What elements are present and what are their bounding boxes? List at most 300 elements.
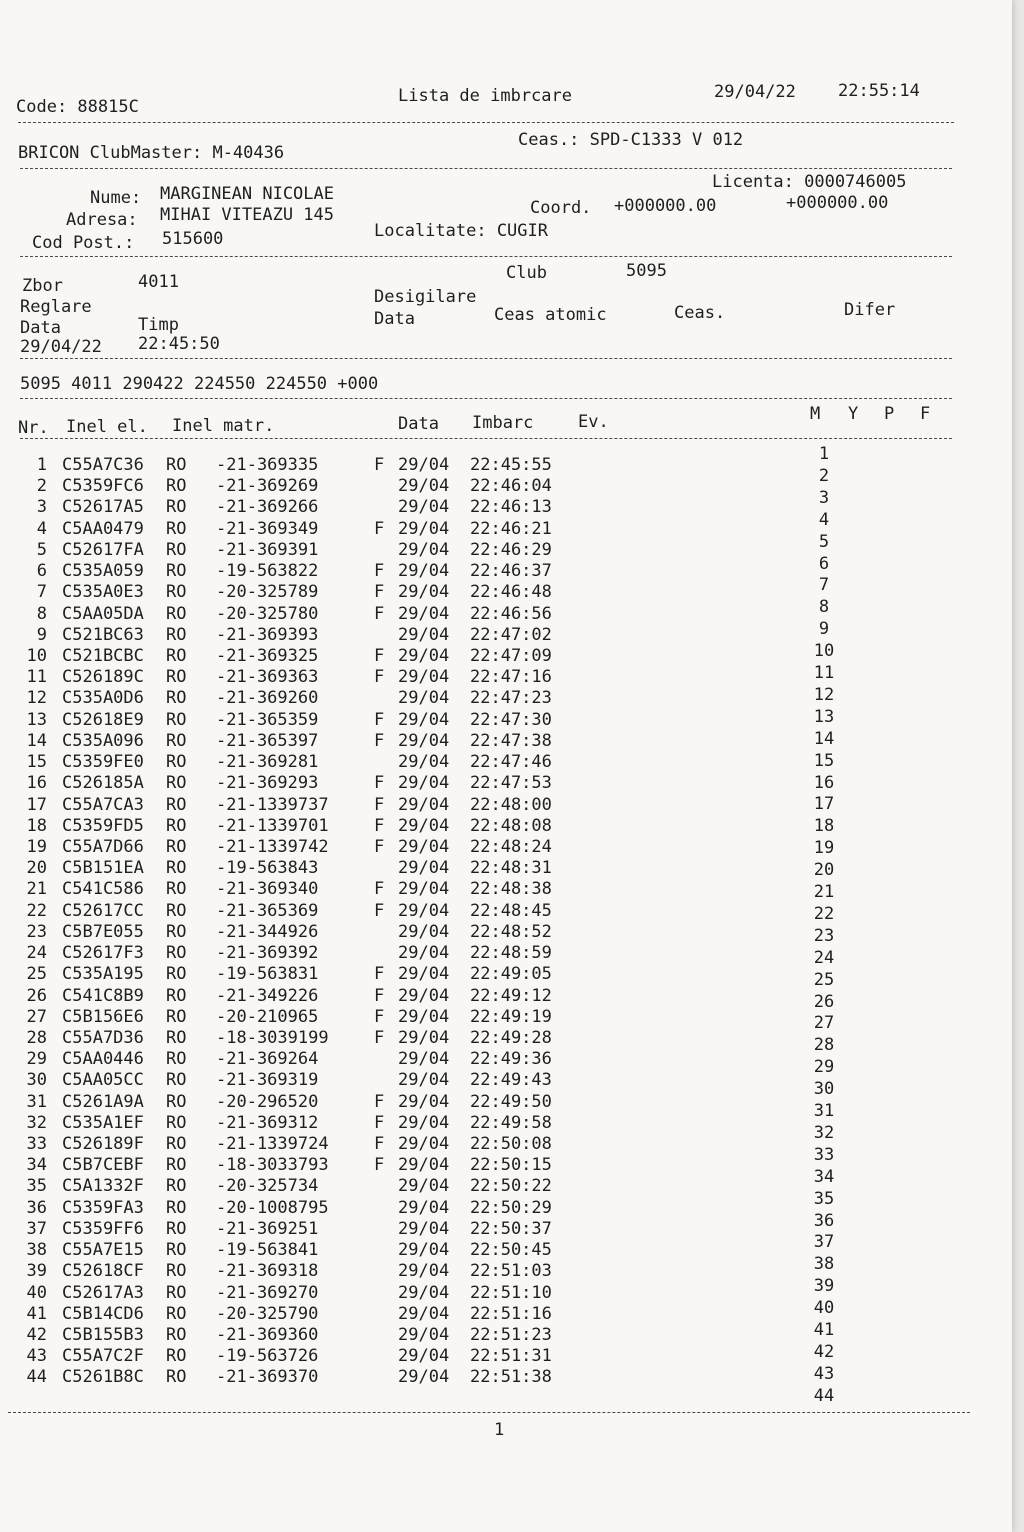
ring-country: RO: [166, 858, 187, 879]
position-m: 28: [813, 1035, 835, 1056]
ring-electronic: C5B7E055: [62, 921, 144, 942]
ring-country: RO: [166, 709, 187, 730]
basketing-time: 22:50:15: [470, 1155, 552, 1176]
ring-number: -21-369335: [216, 455, 319, 475]
position-m: 38: [813, 1254, 835, 1275]
arrival-date: 29/04: [398, 709, 450, 730]
basketing-time: 22:47:16: [470, 667, 552, 688]
setting-label: Reglare: [20, 297, 92, 317]
table-row: [0, 1283, 1012, 1304]
row-number: 36: [26, 1197, 47, 1218]
basketing-time: 22:46:29: [470, 539, 552, 560]
position-m: 23: [813, 925, 835, 946]
row-number: 23: [26, 921, 47, 942]
basketing-time: 22:48:24: [470, 836, 552, 857]
ring-number: -21-369391: [216, 539, 319, 560]
arrival-date: 29/04: [398, 815, 450, 836]
ring-country: RO: [166, 1346, 187, 1367]
basketing-time: 22:46:48: [470, 582, 552, 603]
table-row: [0, 943, 1012, 964]
position-m: 3: [818, 487, 830, 508]
event-flag: F: [374, 455, 385, 475]
ring-number: -20-325780: [216, 603, 319, 624]
table-row: [0, 1070, 1012, 1091]
basketing-time: 22:50:22: [470, 1176, 552, 1197]
ring-country: RO: [166, 1112, 187, 1133]
basketing-time: 22:49:43: [470, 1070, 552, 1091]
arrival-date: 29/04: [398, 1070, 450, 1091]
event-flag: F: [374, 709, 385, 730]
row-number: 9: [36, 624, 47, 645]
ring-country: RO: [166, 1325, 187, 1346]
basketing-time: 22:50:29: [470, 1197, 552, 1218]
row-number: 42: [26, 1325, 47, 1346]
row-number: 11: [26, 667, 47, 688]
basketing-time: 22:46:37: [470, 561, 552, 582]
ring-electronic: C55A7CA3: [62, 794, 144, 815]
row-number: 30: [26, 1070, 47, 1091]
print-date: 29/04/22: [714, 82, 796, 102]
ring-country: RO: [166, 1070, 187, 1091]
position-m: 5: [818, 531, 830, 552]
ring-number: -21-369370: [216, 1367, 319, 1388]
ring-number: -20-1008795: [216, 1197, 329, 1218]
summary-line: 5095 4011 290422 224550 224550 +000: [20, 374, 379, 394]
coord-value-2: +000000.00: [786, 193, 889, 213]
event-flag: F: [374, 667, 385, 688]
table-row: [0, 540, 1012, 561]
ring-electronic: C5359FC6: [62, 476, 144, 497]
row-number: 20: [26, 858, 47, 879]
table-row: [0, 1092, 1012, 1113]
row-number: 33: [26, 1134, 47, 1155]
ring-country: RO: [166, 985, 187, 1006]
position-m: 32: [813, 1122, 835, 1143]
table-row: [0, 837, 1012, 858]
row-number: 31: [26, 1091, 47, 1112]
ring-electronic: C535A0D6: [62, 688, 144, 709]
arrival-date: 29/04: [398, 1112, 450, 1133]
ring-number: -21-369340: [216, 879, 319, 900]
basketing-time: 22:51:38: [470, 1367, 552, 1388]
event-flag: F: [374, 730, 385, 751]
ring-number: -21-369360: [216, 1325, 319, 1346]
ring-number: -21-369270: [216, 1282, 319, 1303]
table-row: [0, 455, 1012, 476]
arrival-date: 29/04: [398, 1091, 450, 1112]
ring-electronic: C5AA0479: [62, 518, 144, 539]
position-m: 30: [813, 1079, 835, 1100]
position-m: 34: [813, 1166, 835, 1187]
row-number: 32: [26, 1112, 47, 1133]
ring-country: RO: [166, 879, 187, 900]
ring-number: -21-1339737: [216, 794, 329, 815]
col-inel-matr: Inel matr.: [172, 416, 275, 436]
ring-country: RO: [166, 1134, 187, 1155]
col-p: P: [884, 404, 895, 424]
arrival-date: 29/04: [398, 624, 450, 645]
ring-country: RO: [166, 1027, 187, 1048]
basketing-time: 22:48:45: [470, 900, 552, 921]
ring-number: -21-369319: [216, 1070, 319, 1091]
ring-electronic: C55A7D36: [62, 1027, 144, 1048]
basketing-time: 22:49:36: [470, 1049, 552, 1070]
table-row: [0, 1113, 1012, 1134]
ring-electronic: C55A7C36: [62, 455, 144, 475]
position-m: 12: [813, 684, 835, 705]
ring-country: RO: [166, 900, 187, 921]
page-number: 1: [494, 1420, 505, 1440]
basketing-time: 22:48:31: [470, 858, 552, 879]
row-number: 1: [36, 455, 47, 475]
ring-electronic: C55A7D66: [62, 836, 144, 857]
basketing-time: 22:51:31: [470, 1346, 552, 1367]
table-row: [0, 858, 1012, 879]
coord-label: Coord.: [530, 198, 592, 218]
position-m: 37: [813, 1232, 835, 1253]
arrival-date: 29/04: [398, 1346, 450, 1367]
unsealing-date-label: Data: [374, 309, 415, 329]
position-m: 20: [813, 860, 835, 881]
ring-country: RO: [166, 455, 187, 475]
ring-number: -21-369260: [216, 688, 319, 709]
row-number: 6: [36, 561, 47, 582]
table-row: [0, 1198, 1012, 1219]
row-number: 15: [26, 752, 47, 773]
table-row: [0, 710, 1012, 731]
table-row: [0, 922, 1012, 943]
table-row: [0, 1219, 1012, 1240]
row-number: 38: [26, 1240, 47, 1261]
event-flag: F: [374, 773, 385, 794]
arrival-date: 29/04: [398, 752, 450, 773]
ring-number: -20-210965: [216, 1006, 319, 1027]
ring-country: RO: [166, 943, 187, 964]
owner-address: MIHAI VITEAZU 145: [160, 205, 334, 225]
arrival-date: 29/04: [398, 1197, 450, 1218]
position-m: 16: [813, 772, 835, 793]
position-m: 26: [813, 991, 835, 1012]
table-row: [0, 1325, 1012, 1346]
row-number: 17: [26, 794, 47, 815]
ring-number: -21-1339701: [216, 815, 329, 836]
arrival-date: 29/04: [398, 1303, 450, 1324]
basketing-time: 22:49:19: [470, 1006, 552, 1027]
position-m: 13: [813, 706, 835, 727]
table-row: [0, 1049, 1012, 1070]
basketing-time: 22:49:28: [470, 1027, 552, 1048]
arrival-date: 29/04: [398, 455, 450, 475]
position-m: 43: [813, 1363, 835, 1384]
position-m: 11: [813, 663, 835, 683]
basketing-time: 22:47:53: [470, 773, 552, 794]
arrival-date: 29/04: [398, 476, 450, 497]
arrival-date: 29/04: [398, 518, 450, 539]
ring-country: RO: [166, 688, 187, 709]
arrival-date: 29/04: [398, 794, 450, 815]
ring-number: -21-369266: [216, 497, 319, 518]
ring-country: RO: [166, 518, 187, 539]
row-number: 2: [36, 476, 47, 497]
row-number: 25: [26, 964, 47, 985]
ring-electronic: C535A195: [62, 964, 144, 985]
ring-country: RO: [166, 1218, 187, 1239]
ring-country: RO: [166, 1091, 187, 1112]
ring-country: RO: [166, 1240, 187, 1261]
col-m: M: [810, 404, 821, 424]
event-flag: F: [374, 794, 385, 815]
ring-country: RO: [166, 1303, 187, 1324]
basketing-time: 22:45:55: [470, 455, 552, 475]
position-m: 25: [813, 969, 835, 990]
ring-number: -21-369363: [216, 667, 319, 688]
locality: Localitate: CUGIR: [374, 221, 548, 241]
row-number: 22: [26, 900, 47, 921]
event-flag: F: [374, 582, 385, 603]
row-number: 37: [26, 1218, 47, 1239]
ring-country: RO: [166, 561, 187, 582]
ring-electronic: C526189C: [62, 667, 144, 688]
basketing-time: 22:48:38: [470, 879, 552, 900]
arrival-date: 29/04: [398, 985, 450, 1006]
basketing-time: 22:51:03: [470, 1261, 552, 1282]
ring-number: -21-369392: [216, 943, 319, 964]
ring-country: RO: [166, 497, 187, 518]
row-number: 7: [36, 582, 47, 603]
event-flag: F: [374, 836, 385, 857]
row-number: 24: [26, 943, 47, 964]
ring-number: -21-369264: [216, 1049, 319, 1070]
row-number: 19: [26, 836, 47, 857]
table-row: [0, 1155, 1012, 1176]
table-row: [0, 561, 1012, 582]
position-m: 40: [813, 1298, 835, 1319]
ring-electronic: C5B14CD6: [62, 1303, 144, 1324]
event-flag: F: [374, 879, 385, 900]
ring-country: RO: [166, 476, 187, 497]
arrival-date: 29/04: [398, 645, 450, 666]
ring-number: -21-344926: [216, 921, 319, 942]
ring-electronic: C52617A3: [62, 1282, 144, 1303]
basketing-time: 22:47:30: [470, 709, 552, 730]
event-flag: F: [374, 1155, 385, 1176]
owner-name: MARGINEAN NICOLAE: [160, 184, 334, 204]
ring-electronic: C5359FA3: [62, 1197, 144, 1218]
ring-electronic: C55A7C2F: [62, 1346, 144, 1367]
arrival-date: 29/04: [398, 1240, 450, 1261]
ring-country: RO: [166, 582, 187, 603]
table-row: [0, 1007, 1012, 1028]
ring-electronic: C5AA05CC: [62, 1070, 144, 1091]
ring-electronic: C5AA0446: [62, 1049, 144, 1070]
ring-country: RO: [166, 815, 187, 836]
ring-number: -18-3033793: [216, 1155, 329, 1176]
table-row: [0, 901, 1012, 922]
arrival-date: 29/04: [398, 1027, 450, 1048]
ring-electronic: C521BC63: [62, 624, 144, 645]
arrival-date: 29/04: [398, 836, 450, 857]
position-m: 29: [813, 1057, 835, 1078]
row-number: 43: [26, 1346, 47, 1367]
row-number: 44: [26, 1367, 47, 1388]
table-row: [0, 1261, 1012, 1282]
event-flag: F: [374, 1112, 385, 1133]
event-flag: F: [374, 1006, 385, 1027]
ring-electronic: C52618CF: [62, 1261, 144, 1282]
basketing-time: 22:51:16: [470, 1303, 552, 1324]
event-flag: F: [374, 985, 385, 1006]
row-number: 35: [26, 1176, 47, 1197]
basketing-time: 22:48:59: [470, 943, 552, 964]
arrival-date: 29/04: [398, 773, 450, 794]
arrival-date: 29/04: [398, 497, 450, 518]
event-flag: F: [374, 645, 385, 666]
ring-number: -19-563841: [216, 1240, 319, 1261]
row-number: 10: [26, 645, 47, 666]
event-flag: F: [374, 900, 385, 921]
basketing-time: 22:50:37: [470, 1218, 552, 1239]
table-row: [0, 795, 1012, 816]
position-m: 10: [813, 641, 835, 662]
position-m: 7: [818, 575, 830, 596]
table-row: [0, 752, 1012, 773]
table-row: [0, 519, 1012, 540]
ring-number: -21-369251: [216, 1218, 319, 1239]
separator: [20, 438, 952, 439]
ring-country: RO: [166, 730, 187, 751]
ring-number: -19-563726: [216, 1346, 319, 1367]
basketing-time: 22:51:23: [470, 1325, 552, 1346]
basketing-time: 22:46:13: [470, 497, 552, 518]
ring-electronic: C5359FD5: [62, 815, 144, 836]
position-m: 24: [813, 947, 835, 968]
arrival-date: 29/04: [398, 539, 450, 560]
ring-country: RO: [166, 1367, 187, 1388]
event-flag: F: [374, 561, 385, 582]
arrival-date: 29/04: [398, 1261, 450, 1282]
postcode-label: Cod Post.:: [32, 233, 135, 253]
ring-electronic: C5AA05DA: [62, 603, 144, 624]
atomic-clock-label: Ceas atomic: [494, 305, 607, 325]
ring-electronic: C535A1EF: [62, 1112, 144, 1133]
ring-electronic: C5B7CEBF: [62, 1155, 144, 1176]
position-m: 41: [813, 1320, 835, 1340]
basketing-time: 22:49:50: [470, 1091, 552, 1112]
ring-number: -18-3039199: [216, 1027, 329, 1048]
row-number: 40: [26, 1282, 47, 1303]
arrival-date: 29/04: [398, 667, 450, 688]
position-m: 6: [818, 553, 830, 574]
event-flag: F: [374, 1091, 385, 1112]
ring-number: -21-365397: [216, 730, 319, 751]
arrival-date: 29/04: [398, 1176, 450, 1197]
ring-electronic: C5B151EA: [62, 858, 144, 879]
ring-electronic: C526185A: [62, 773, 144, 794]
ring-electronic: C5B155B3: [62, 1325, 144, 1346]
arrival-date: 29/04: [398, 900, 450, 921]
col-nr: Nr.: [18, 418, 49, 438]
row-number: 16: [26, 773, 47, 794]
date-label: Data: [20, 318, 61, 338]
basketing-time: 22:46:21: [470, 518, 552, 539]
ring-country: RO: [166, 1282, 187, 1303]
position-m: 4: [818, 509, 830, 530]
table-row: [0, 476, 1012, 497]
basketing-time: 22:48:08: [470, 815, 552, 836]
separator: [20, 256, 952, 257]
table-row: [0, 816, 1012, 837]
ring-country: RO: [166, 1049, 187, 1070]
arrival-date: 29/04: [398, 1367, 450, 1388]
separator: [20, 398, 952, 399]
basketing-time: 22:47:02: [470, 624, 552, 645]
ring-country: RO: [166, 836, 187, 857]
arrival-date: 29/04: [398, 921, 450, 942]
table-row: [0, 728, 1012, 752]
position-m: 44: [813, 1385, 835, 1406]
row-number: 29: [26, 1049, 47, 1070]
ring-electronic: C52617CC: [62, 900, 144, 921]
ring-electronic: C5B156E6: [62, 1006, 144, 1027]
ring-country: RO: [166, 1155, 187, 1176]
position-m: 17: [813, 794, 835, 815]
col-y: Y: [848, 404, 859, 424]
position-m: 18: [813, 816, 835, 837]
ring-electronic: C55A7E15: [62, 1240, 144, 1261]
col-inel-el: Inel el.: [66, 417, 148, 437]
unsealing-label: Desigilare: [374, 287, 477, 307]
code-label: Code: 88815C: [16, 97, 139, 117]
table-row: [0, 1176, 1012, 1197]
ring-number: -21-369325: [216, 645, 319, 666]
license: Licenta: 0000746005: [712, 172, 907, 192]
ring-electronic: C521BCBC: [62, 645, 144, 666]
print-time: 22:55:14: [838, 81, 920, 101]
ring-number: -21-1339742: [216, 836, 329, 857]
table-row: [0, 582, 1012, 603]
separator: [8, 1412, 970, 1413]
ring-country: RO: [166, 603, 187, 624]
setting-time: 22:45:50: [138, 334, 220, 354]
table-row: [0, 497, 1012, 518]
col-data: Data: [398, 414, 439, 434]
event-flag: F: [374, 518, 385, 539]
row-number: 41: [26, 1303, 47, 1324]
flight-number: 4011: [138, 272, 179, 292]
row-number: 28: [26, 1027, 47, 1048]
table-row: [0, 1367, 1012, 1388]
ring-country: RO: [166, 645, 187, 666]
basketing-time: 22:49:05: [470, 964, 552, 985]
basketing-time: 22:47:38: [470, 730, 552, 751]
arrival-date: 29/04: [398, 858, 450, 879]
col-ev: Ev.: [578, 412, 609, 432]
ring-electronic: C526189F: [62, 1134, 144, 1155]
ring-electronic: C52617A5: [62, 497, 144, 518]
table-row: [0, 986, 1012, 1007]
position-m: 35: [813, 1188, 835, 1209]
ring-electronic: C52618E9: [62, 709, 144, 730]
basketing-time: 22:46:56: [470, 603, 552, 624]
separator: [20, 358, 952, 359]
system-id: BRICON ClubMaster: M-40436: [18, 143, 285, 163]
ring-number: -21-369349: [216, 518, 319, 539]
ring-country: RO: [166, 1006, 187, 1027]
position-m: 31: [813, 1101, 835, 1121]
ring-number: -19-563843: [216, 858, 319, 879]
row-number: 34: [26, 1155, 47, 1176]
ring-country: RO: [166, 752, 187, 773]
